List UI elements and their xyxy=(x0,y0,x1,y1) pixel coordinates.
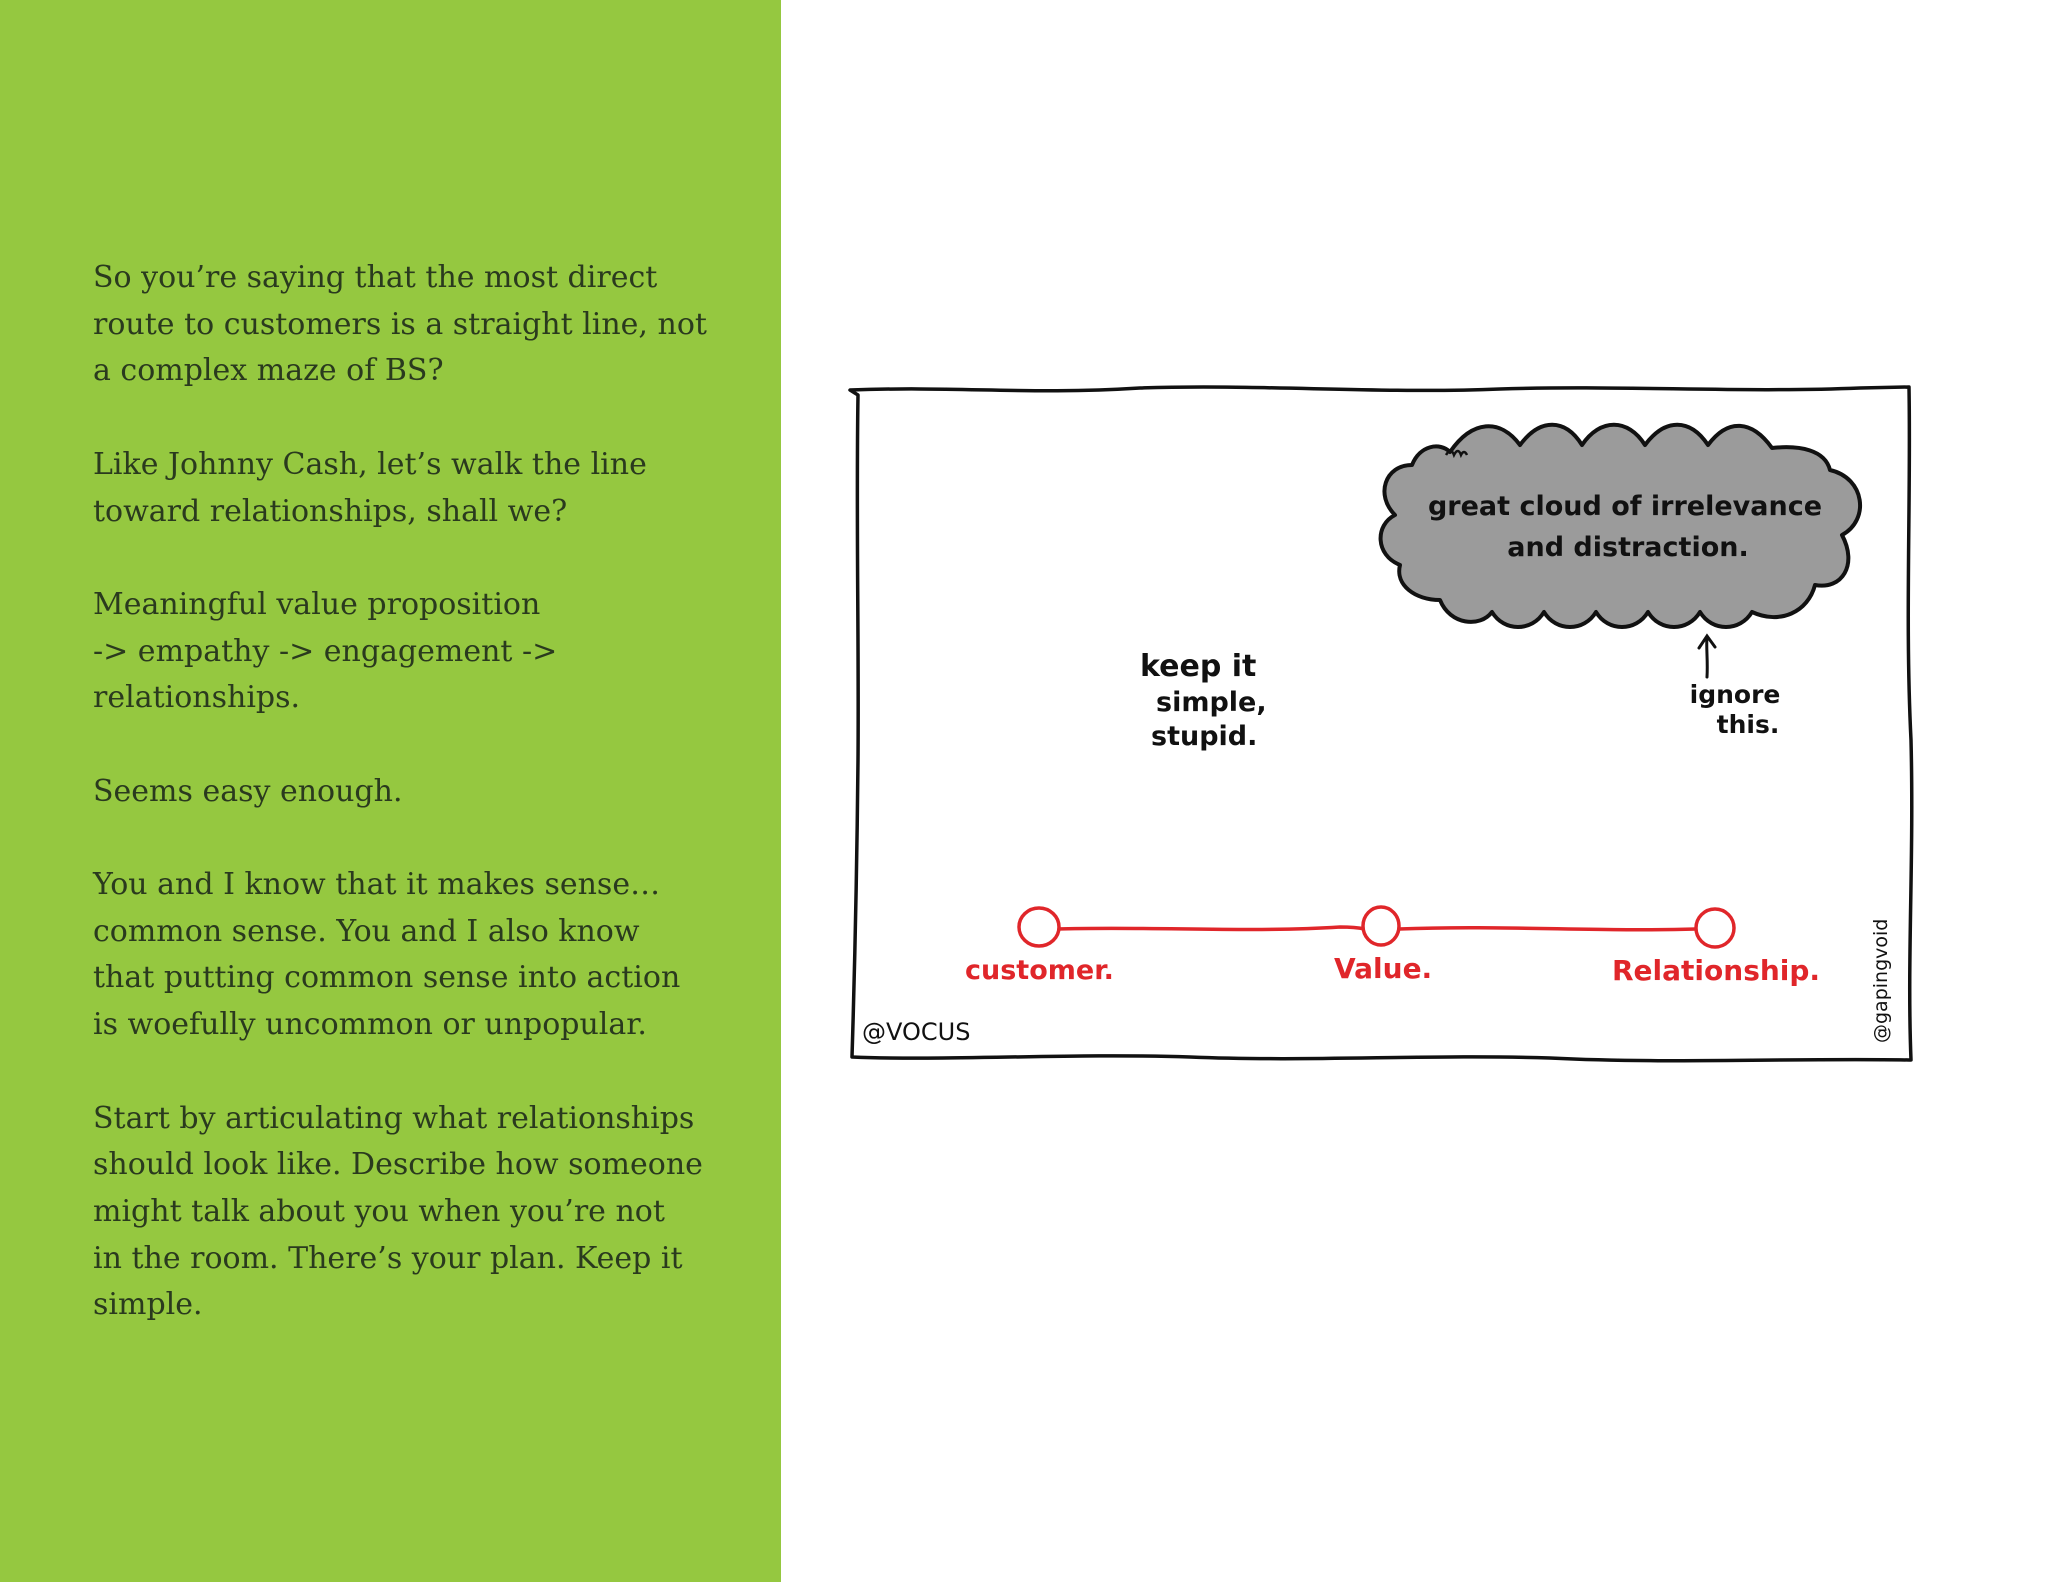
text-line: route to customers is a straight line, not xyxy=(93,306,707,342)
relationship-label: Relationship. xyxy=(1612,954,1821,987)
text-line: toward relationships, shall we? xyxy=(93,493,568,529)
ignore-text-line-1: ignore xyxy=(1689,680,1781,709)
credit-vocus: @VOCUS xyxy=(862,1018,971,1046)
credit-gapingvoid: @gapingvoid xyxy=(1870,918,1892,1043)
customer-value-line xyxy=(1057,927,1365,930)
text-line: that putting common sense into action xyxy=(93,960,681,996)
cloud-shape xyxy=(1381,425,1860,627)
ignore-arrow xyxy=(1699,636,1715,677)
value-relationship-line xyxy=(1399,928,1696,930)
customer-node xyxy=(1019,908,1059,946)
text-line: Start by articulating what relationships xyxy=(93,1100,695,1136)
text-line: relationships. xyxy=(93,680,301,716)
text-line: should look like. Describe how someone xyxy=(93,1147,703,1183)
text-line: might talk about you when you’re not xyxy=(93,1193,665,1229)
text-line: Like Johnny Cash, let’s walk the line xyxy=(93,446,647,482)
text-line: So you’re saying that the most direct xyxy=(93,260,658,295)
relationship-node xyxy=(1696,909,1734,947)
value-node xyxy=(1363,907,1399,945)
value-label: Value. xyxy=(1334,952,1433,985)
text-line: a complex maze of BS? xyxy=(93,353,444,389)
text-line: -> empathy -> engagement -> xyxy=(93,633,558,669)
text-line: You and I know that it makes sense… xyxy=(93,867,661,903)
kiss-text-line-3: stupid. xyxy=(1151,721,1258,752)
text-line: common sense. You and I also know xyxy=(93,913,640,949)
text-line: is woefully uncommon or unpopular. xyxy=(93,1007,647,1043)
cloud-text-line-2: and distraction. xyxy=(1507,532,1749,563)
text-line: Meaningful value proposition xyxy=(93,586,541,622)
text-line: in the room. There’s your plan. Keep it xyxy=(93,1240,683,1276)
customer-label: customer. xyxy=(965,955,1114,986)
kiss-text-line-1: keep it xyxy=(1140,649,1257,684)
text-line: simple. xyxy=(93,1287,203,1323)
kiss-text-line-2: simple, xyxy=(1156,687,1267,718)
cloud-text-line-1: great cloud of irrelevance xyxy=(1427,491,1823,522)
ignore-text-line-2: this. xyxy=(1716,710,1780,739)
text-line: Seems easy enough. xyxy=(93,773,403,809)
